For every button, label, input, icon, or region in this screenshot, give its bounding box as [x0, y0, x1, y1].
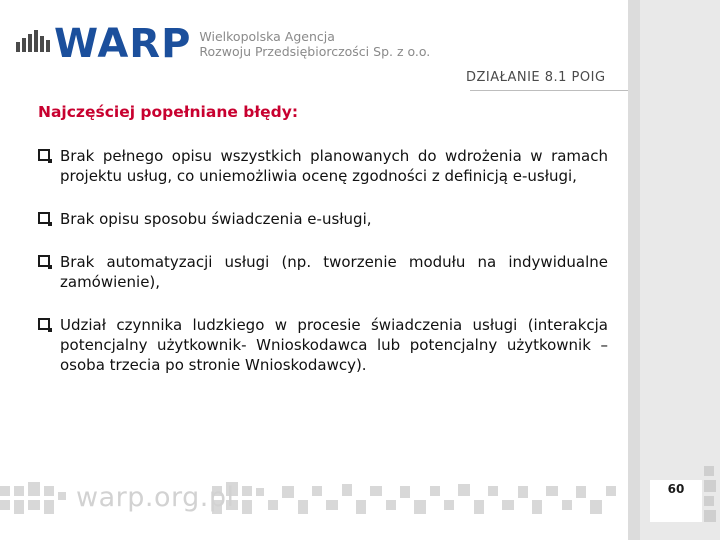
page-number-text: 60	[667, 482, 685, 496]
list-item-text: Udział czynnika ludzkiego w procesie świadczenia usługi (interakcja potencjalny użytkownik- Wnioskodawca lub potencjalny użytkownik – osoba trzecia po stronie Wnioskodawcy).	[60, 316, 608, 374]
right-side-panel	[628, 0, 720, 540]
logo-subtitle-line1: Wielkopolska Agencja	[199, 29, 335, 44]
bullet-list	[38, 146, 608, 398]
footer-url: warp.org.pl	[76, 482, 235, 513]
action-label: DZIAŁANIE 8.1 POIG	[466, 70, 606, 85]
list-item	[38, 315, 608, 375]
logo-subtitle	[199, 29, 430, 59]
checkbox-bullet-icon	[38, 318, 50, 330]
logo-word: WARP	[54, 21, 192, 67]
page-title: Najczęściej popełniane błędy:	[38, 103, 299, 121]
list-item	[38, 252, 608, 292]
checkbox-bullet-icon	[38, 212, 50, 224]
logo-subtitle-line2: Rozwoju Przedsiębiorczości Sp. z o.o.	[199, 44, 431, 59]
side-decoration	[700, 466, 720, 526]
logo-mosaic-icon	[16, 30, 50, 58]
list-item-text: Brak opisu sposobu świadczenia e-usługi,	[60, 210, 372, 228]
list-item-text: Brak automatyzacji usługi (np. tworzenie modułu na indywidualne zamówienie),	[60, 253, 608, 291]
page-number	[650, 480, 702, 522]
header-divider	[470, 90, 628, 91]
right-side-strip	[628, 0, 640, 540]
list-item	[38, 146, 608, 186]
checkbox-bullet-icon	[38, 255, 50, 267]
warp-logo	[16, 21, 431, 67]
checkbox-bullet-icon	[38, 149, 50, 161]
list-item-text: Brak pełnego opisu wszystkich planowanych do wdrożenia w ramach projektu usług, co uniemożliwia ocenę zgodności z definicją e-usługi,	[60, 147, 608, 185]
list-item	[38, 209, 608, 229]
